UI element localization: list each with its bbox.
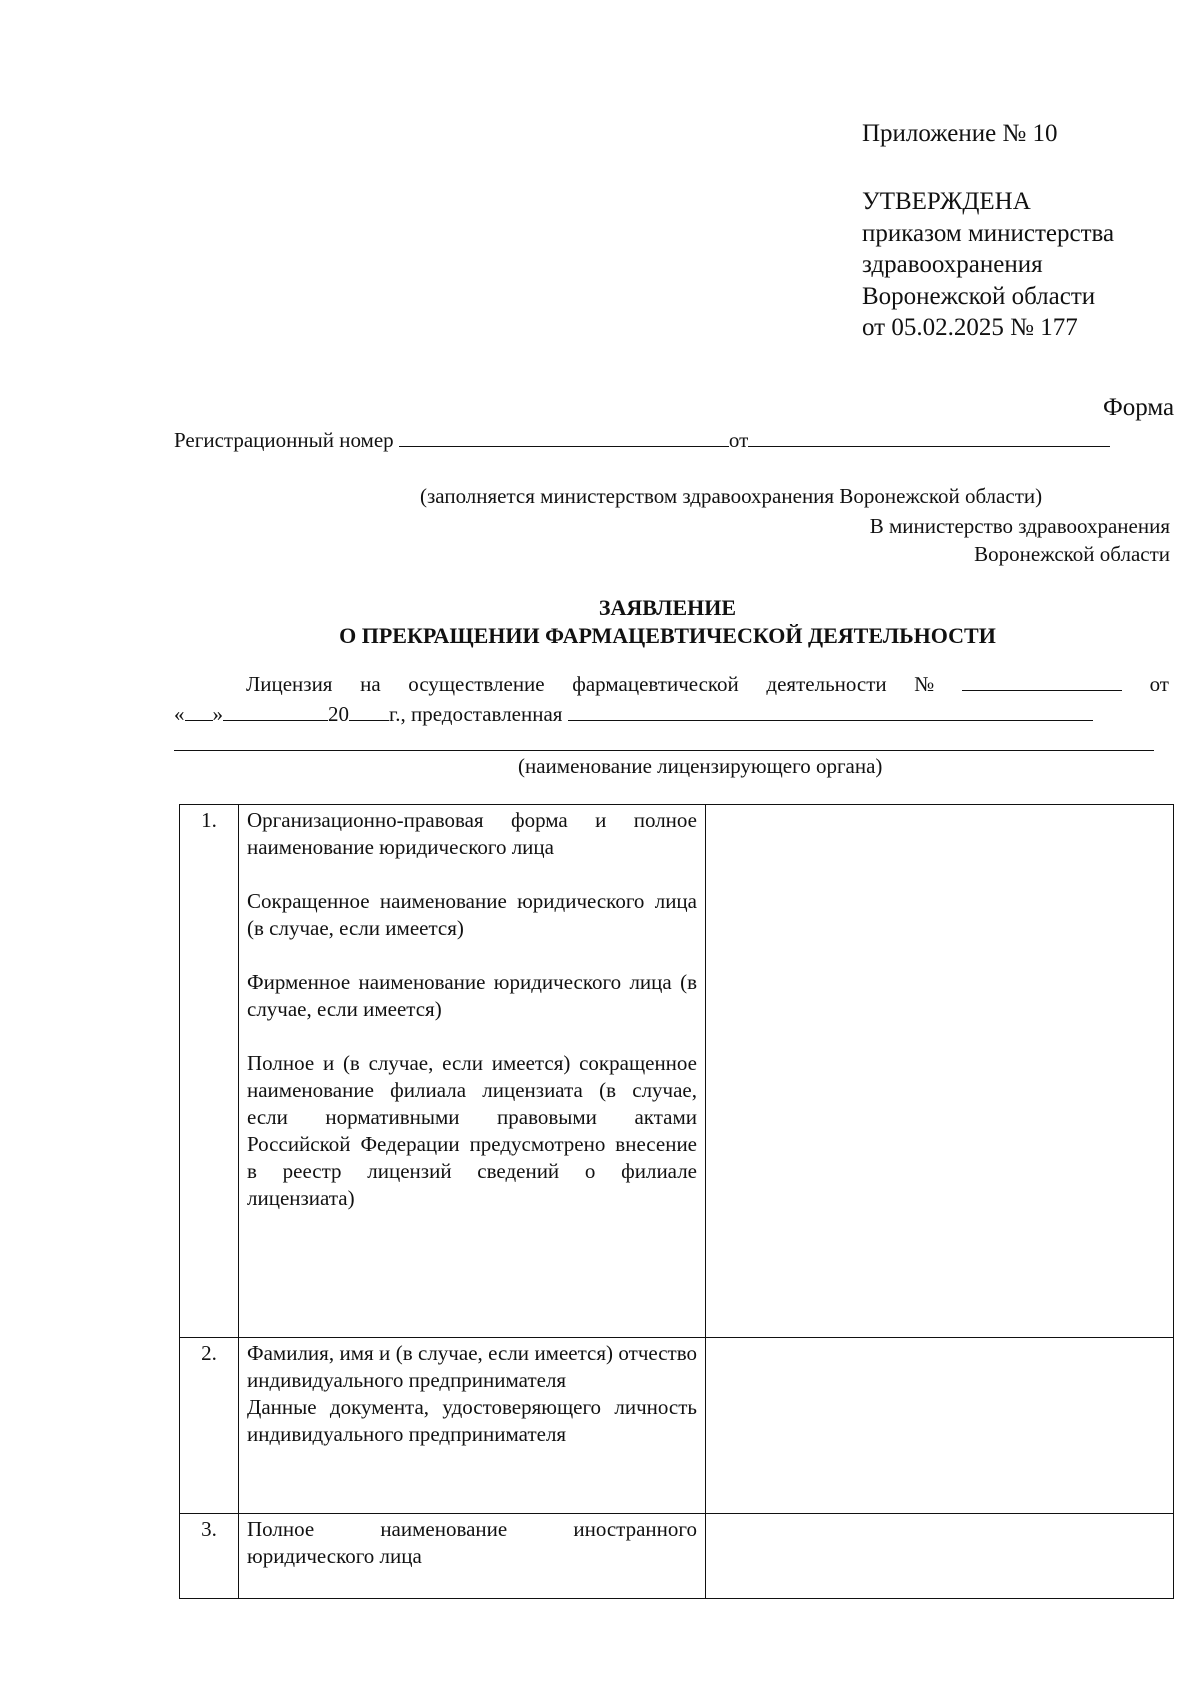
registration-date-field[interactable] [748,428,1110,447]
license-word: фармацевтической [572,672,739,696]
approval-stamp [862,186,1114,344]
table-row [180,1514,1174,1599]
license-word: № [914,672,935,696]
title-line: ЗАЯВЛЕНИЕ [598,595,737,620]
approval-line: приказом министерства [862,219,1115,247]
row-value-cell[interactable] [706,805,1174,1338]
table-row [180,1338,1174,1514]
row-number: 1. [180,805,239,1338]
document-title [0,594,1200,650]
license-day-field[interactable] [185,702,213,721]
license-date-row [174,702,1093,727]
form-label: Форма [1103,394,1175,421]
row-label-paragraph: Данные документа, удостоверяющего личность индивидуального предпринимателя [247,1395,697,1446]
row-value-cell[interactable] [706,1338,1174,1514]
row-number: 2. [180,1338,239,1514]
title-line: О ПРЕКРАЩЕНИИ ФАРМАЦЕВТИЧЕСКОЙ ДЕЯТЕЛЬНОСТИ [339,623,996,648]
licensing-organ-field[interactable] [568,702,1093,721]
license-year-field[interactable] [349,702,389,721]
addressee-line: В министерство здравоохранения [869,514,1170,538]
licensing-organ-field-continued[interactable] [174,732,1154,751]
registration-fill-note: (заполняется министерством здравоохранения Воронежской области) [420,484,1043,508]
approval-line: здравоохранения [862,251,1043,278]
license-statement [174,672,1169,697]
row-label-paragraph: Фирменное наименование юридического лица (в случае, если имеется) [247,970,697,1021]
quote-close: » [212,702,223,726]
license-word: осуществление [408,672,545,696]
registration-number-field[interactable] [399,428,729,447]
row-value-cell[interactable] [706,1514,1174,1599]
row-label [239,805,706,1338]
approval-line: УТВЕРЖДЕНА [862,188,1031,215]
applicant-info-table [179,804,1174,1599]
registration-date-label: от [728,428,749,452]
approval-line: Воронежской области [862,282,1096,310]
addressee [870,512,1170,568]
licensing-organ-note: (наименование лицензирующего органа) [518,754,883,778]
year-suffix: г., предоставленная [389,702,563,726]
license-word: деятельности [766,672,887,696]
addressee-line: Воронежской области [974,542,1170,566]
row-label [239,1514,706,1599]
year-prefix: 20 [328,702,349,726]
license-month-field[interactable] [223,702,328,721]
row-label-paragraph: Полное наименование иностранного юридического лица [247,1517,697,1568]
quote-open: « [174,702,185,726]
row-label-paragraph: Сокращенное наименование юридического лица (в случае, если имеется) [247,889,697,940]
row-number: 3. [180,1514,239,1599]
row-label-paragraph: Полное и (в случае, если имеется) сокращенное наименование филиала лицензиата (в случае, если нормативными правовыми актами Российской Федерации предусмотрено внесение в реестр лицензий сведений о филиале лицензиата) [247,1051,697,1210]
registration-number-label: Регистрационный номер [174,428,394,452]
row-label-paragraph: Фамилия, имя и (в случае, если имеется) отчество индивидуального предпринимателя [247,1341,697,1392]
license-from-label: от [1149,672,1169,696]
approval-line: от 05.02.2025 № 177 [862,314,1078,341]
license-word: Лицензия [246,672,333,696]
table-row [180,805,1174,1338]
registration-row [174,428,1110,453]
license-number-field[interactable] [962,672,1122,691]
license-word: на [360,672,381,696]
appendix-number: Приложение № 10 [862,120,1058,147]
row-label-paragraph: Организационно-правовая форма и полное наименование юридического лица [247,808,697,859]
row-label [239,1338,706,1514]
